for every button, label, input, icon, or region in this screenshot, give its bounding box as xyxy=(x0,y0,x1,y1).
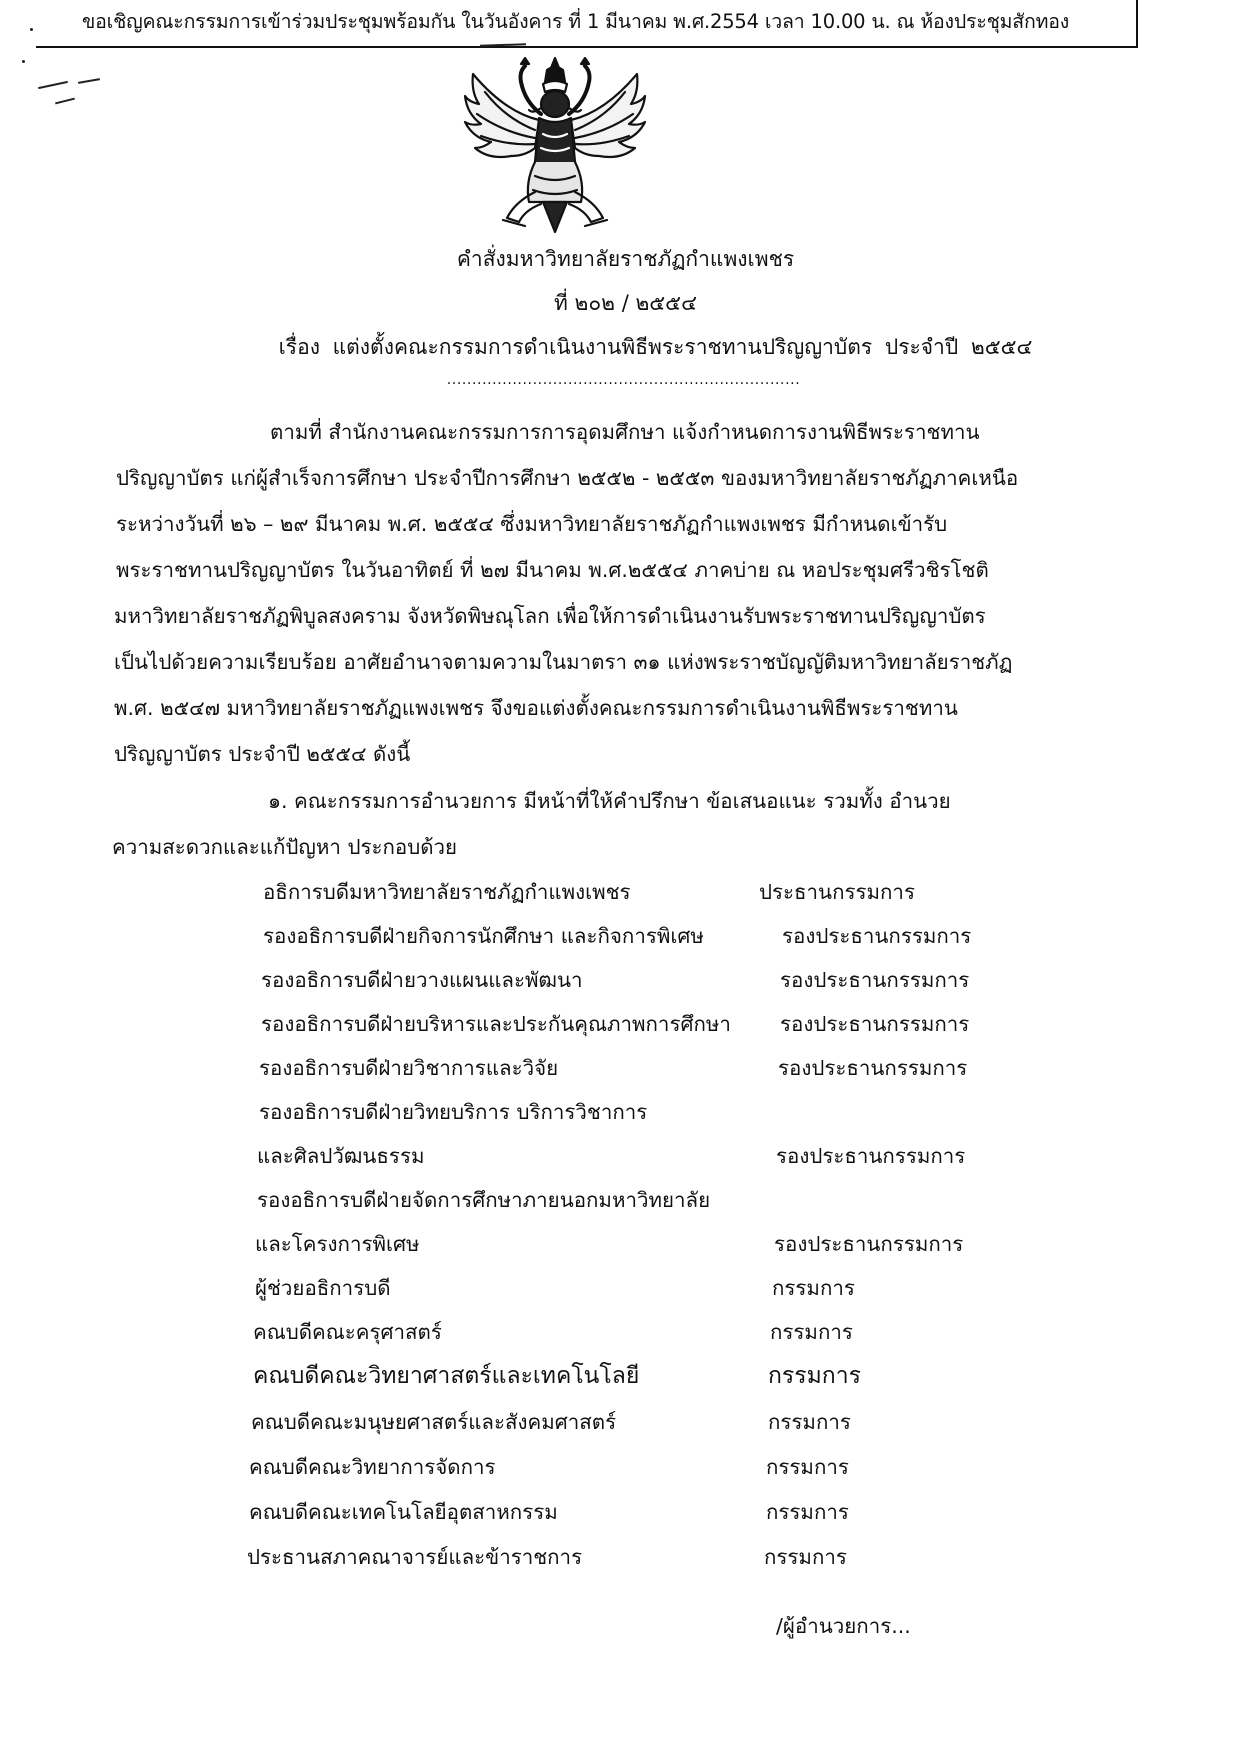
order-title: คำสั่งมหาวิทยาลัยราชภัฏกำแพงเพชร xyxy=(456,247,795,271)
ink-mark xyxy=(38,81,68,89)
separator-dots: ...................................................................... xyxy=(446,372,801,388)
order-subject: เรื่อง แต่งตั้งคณะกรรมการดำเนินงานพิธีพระราชทานปริญญาบัตร ประจำปี ๒๕๕๔ xyxy=(278,335,1033,359)
member-role: กรรมการ xyxy=(766,1500,849,1524)
member-role: รองประธานกรรมการ xyxy=(782,924,972,948)
member-name: คณบดีคณะมนุษยศาสตร์และสังคมศาสตร์ xyxy=(251,1410,617,1434)
member-role: กรรมการ xyxy=(770,1320,853,1344)
body-line: เป็นไปด้วยความเรียบร้อย อาศัยอำนาจตามความในมาตรา ๓๑ แห่งพระราชบัญญัติมหาวิทยาลัยราชภัฏ xyxy=(114,650,1013,674)
member-role: รองประธานกรรมการ xyxy=(780,1012,970,1036)
member-name: รองอธิการบดีฝ่ายวิทยบริการ บริการวิชาการ xyxy=(259,1100,648,1124)
member-role: รองประธานกรรมการ xyxy=(778,1056,968,1080)
body-line: ปริญญาบัตร แก่ผู้สำเร็จการศึกษา ประจำปีการศึกษา ๒๕๕๒ - ๒๕๕๓ ของมหาวิทยาลัยราชภัฏภาคเหนือ xyxy=(116,466,1019,490)
member-name: และโครงการพิเศษ xyxy=(255,1232,420,1256)
member-name: อธิการบดีมหาวิทยาลัยราชภัฏกำแพงเพชร xyxy=(263,880,631,904)
body-line: มหาวิทยาลัยราชภัฏพิบูลสงคราม จังหวัดพิษณุโลก เพื่อให้การดำเนินงานรับพระราชทานปริญญาบัตร xyxy=(114,604,986,628)
meeting-invitation-note: ขอเชิญคณะกรรมการเข้าร่วมประชุมพร้อมกัน ในวันอังคาร ที่ 1 มีนาคม พ.ศ.2554 เวลา 10.00 น. ณ ห้องประชุมสักทอง xyxy=(82,10,1070,33)
ink-mark xyxy=(55,98,75,105)
member-name: ผู้ช่วยอธิการบดี xyxy=(255,1276,391,1300)
member-role: รองประธานกรรมการ xyxy=(774,1232,964,1256)
member-role: กรรมการ xyxy=(768,1363,861,1389)
order-number: ที่ ๒๐๒ / ๒๕๕๔ xyxy=(554,291,697,315)
member-role: รองประธานกรรมการ xyxy=(780,968,970,992)
ink-mark xyxy=(22,60,25,63)
continuation-marker: /ผู้อำนวยการ... xyxy=(776,1614,911,1638)
body-line: ตามที่ สำนักงานคณะกรรมการการอุดมศึกษา แจ้งกำหนดการงานพิธีพระราชทาน xyxy=(270,420,980,444)
member-name: คณบดีคณะวิทยาการจัดการ xyxy=(249,1455,496,1479)
member-role: กรรมการ xyxy=(766,1455,849,1479)
member-name: คณบดีคณะครุศาสตร์ xyxy=(253,1320,442,1344)
member-name: รองอธิการบดีฝ่ายวางแผนและพัฒนา xyxy=(261,968,583,992)
member-name: ประธานสภาคณาจารย์และข้าราชการ xyxy=(247,1545,583,1569)
member-role: ประธานกรรมการ xyxy=(759,880,915,904)
member-name: และศิลปวัฒนธรรม xyxy=(257,1144,425,1168)
section-heading: ๑. คณะกรรมการอำนวยการ มีหน้าที่ให้คำปรึกษา ข้อเสนอแนะ รวมทั้ง อำนวย xyxy=(268,789,951,813)
garuda-emblem-icon xyxy=(455,52,655,237)
body-line: พ.ศ. ๒๕๔๗ มหาวิทยาลัยราชภัฏแพงเพชร จึงขอแต่งตั้งคณะกรรมการดำเนินงานพิธีพระราชทาน xyxy=(114,696,958,720)
body-line: พระราชทานปริญญาบัตร ในวันอาทิตย์ ที่ ๒๗ มีนาคม พ.ศ.๒๕๕๔ ภาคบ่าย ณ หอประชุมศรีวชิรโชติ xyxy=(116,558,989,582)
section-heading-cont: ความสะดวกและแก้ปัญหา ประกอบด้วย xyxy=(112,835,458,859)
member-role: กรรมการ xyxy=(768,1410,851,1434)
member-name: รองอธิการบดีฝ่ายจัดการศึกษาภายนอกมหาวิทยาลัย xyxy=(257,1188,711,1212)
body-line: ระหว่างวันที่ ๒๖ – ๒๙ มีนาคม พ.ศ. ๒๕๕๔ ซึ่งมหาวิทยาลัยราชภัฏกำแพงเพชร มีกำหนดเข้ารับ xyxy=(116,512,948,536)
member-role: กรรมการ xyxy=(772,1276,855,1300)
ink-mark xyxy=(78,78,100,84)
member-name: รองอธิการบดีฝ่ายวิชาการและวิจัย xyxy=(259,1056,559,1080)
member-name: คณบดีคณะวิทยาศาสตร์และเทคโนโลยี xyxy=(253,1363,640,1389)
member-role: กรรมการ xyxy=(764,1545,847,1569)
member-role: รองประธานกรรมการ xyxy=(776,1144,966,1168)
member-name: รองอธิการบดีฝ่ายกิจการนักศึกษา และกิจการพิเศษ xyxy=(263,924,704,948)
member-name: คณบดีคณะเทคโนโลยีอุตสาหกรรม xyxy=(249,1500,558,1524)
body-line: ปริญญาบัตร ประจำปี ๒๕๕๔ ดังนี้ xyxy=(114,742,411,766)
member-name: รองอธิการบดีฝ่ายบริหารและประกันคุณภาพการศึกษา xyxy=(261,1012,731,1036)
ink-mark xyxy=(30,28,33,31)
